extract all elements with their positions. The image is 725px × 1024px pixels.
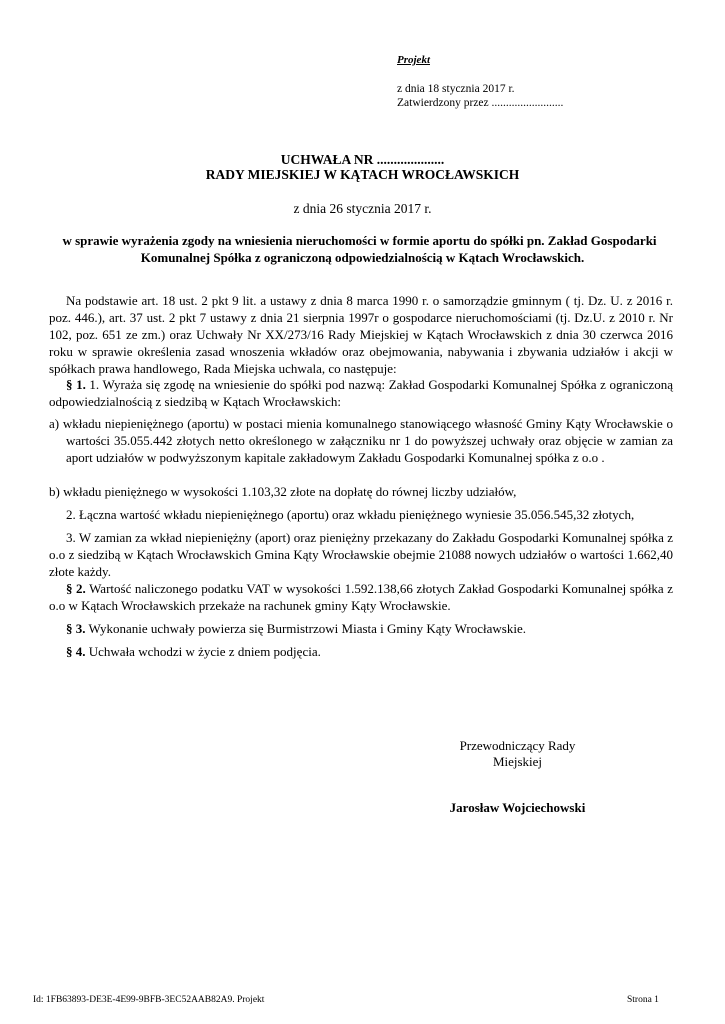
signature-role-line-1: Przewodniczący Rady [459, 738, 576, 753]
section-2-text: Wartość naliczonego podatku VAT w wysokości 1.592.138,66 złotych Zakład Gospodarki Komunalnej spółka z o.o w Kątach Wrocławskich przekaże na rachunek gminy Kąty Wrocławskie. [49, 581, 673, 613]
document-id: Id: 1FB63893-DE3E-4E99-9BFB-3EC52AAB82A9. Projekt [33, 995, 265, 1005]
resolution-number: UCHWAŁA NR .................... [280, 152, 445, 167]
section-1-point-2: 2. Łączna wartość wkładu niepieniężnego (aportu) oraz wkładu pieniężnego wyniesie 35.056.545,32 złotych, [66, 507, 635, 522]
section-1-text: 1. Wyraża się zgodę na wniesienie do spółki pod nazwą: Zakład Gospodarki Komunalnej Spółka z ograniczoną odpowiedzialnością z siedzibą w Kątach Wrocławskich: [49, 377, 674, 409]
section-1-point-3: 3. W zamian za wkład niepieniężny (aport) oraz pieniężny przekazany do Zakładu Gospodarki Komunalnej spółka z o.o z siedzibą w Kątach Wrocławskich Gmina Kąty Wrocławskie obejmie 21088 nowych udziałów o wartości 1.662,40 złote każdy. [49, 530, 673, 579]
section-4-text: Uchwała wchodzi w życie z dniem podjęcia. [85, 644, 321, 659]
subject-line-1: w sprawie wyrażenia zgody na wniesienia nieruchomości w formie aportu do spółki pn. Zakład Gospodarki [62, 233, 657, 248]
approved-by: Zatwierdzony przez ......................... [397, 97, 564, 109]
section-2 [49, 580, 673, 614]
council-name: RADY MIEJSKIEJ W KĄTACH WROCŁAWSKICH [205, 167, 520, 182]
section-2-label: § 2. [66, 581, 86, 596]
section-4-label: § 4. [66, 644, 86, 659]
page-number: Strona 1 [627, 995, 659, 1005]
section-1-label: § 1. [66, 377, 86, 392]
subject-line-2: Komunalnej Spółka z ograniczoną odpowiedzialnością w Kątach Wrocławskich. [140, 250, 585, 265]
draft-date: z dnia 18 stycznia 2017 r. [397, 83, 515, 95]
signatory-name: Jarosław Wojciechowski [449, 800, 586, 815]
section-3 [49, 620, 673, 637]
section-4 [49, 643, 673, 660]
section-3-text: Wykonanie uchwały powierza się Burmistrzowi Miasta i Gminy Kąty Wrocławskie. [85, 621, 526, 636]
resolution-subject [50, 232, 675, 266]
section-1 [49, 376, 673, 410]
projekt-label: Projekt [397, 54, 430, 66]
signature-role-line-2: Miejskiej [492, 754, 543, 769]
section-3-label: § 3. [66, 621, 86, 636]
preamble: Na podstawie art. 18 ust. 2 pkt 9 lit. a ustawy z dnia 8 marca 1990 r. o samorządzie gminnym ( tj. Dz. U. z 2016 r. poz. 446.), art. 37 ust. 2 pkt 7 ustawy z dnia 21 sierpnia 1997r o gospodarce nieruchomościami (tj. Dz.U. z 2010 r. Nr 102, poz. 651 ze zm.) oraz Uchwały Nr XX/273/16 Rady Miejskiej w Kątach Wrocławskich z dnia 30 czerwca 2016 roku w sprawie określenia zasad wnoszenia wkładów oraz obejmowania, nabywania i zbywania udziałów i akcji w spółkach prawa handlowego, Rada Miejska uchwala, co następuje: [49, 293, 673, 376]
resolution-date: z dnia 26 stycznia 2017 r. [293, 201, 432, 216]
section-1-item-a: a) wkładu niepieniężnego (aportu) w postaci mienia komunalnego stanowiącego własność Gminy Kąty Wrocławskie o wartości 35.055.442 złotych netto określonego w załączniku nr 1 do powyższej uchwały oraz objęcie w zamian za aport udziałów w podwyższonym kapitale zakładowym Zakładu Gospodarki Komunalnej spółka z o.o . [49, 416, 673, 465]
section-1-item-b: b) wkładu pieniężnego w wysokości 1.103,32 złote na dopłatę do równej liczby udziałów, [49, 484, 517, 499]
